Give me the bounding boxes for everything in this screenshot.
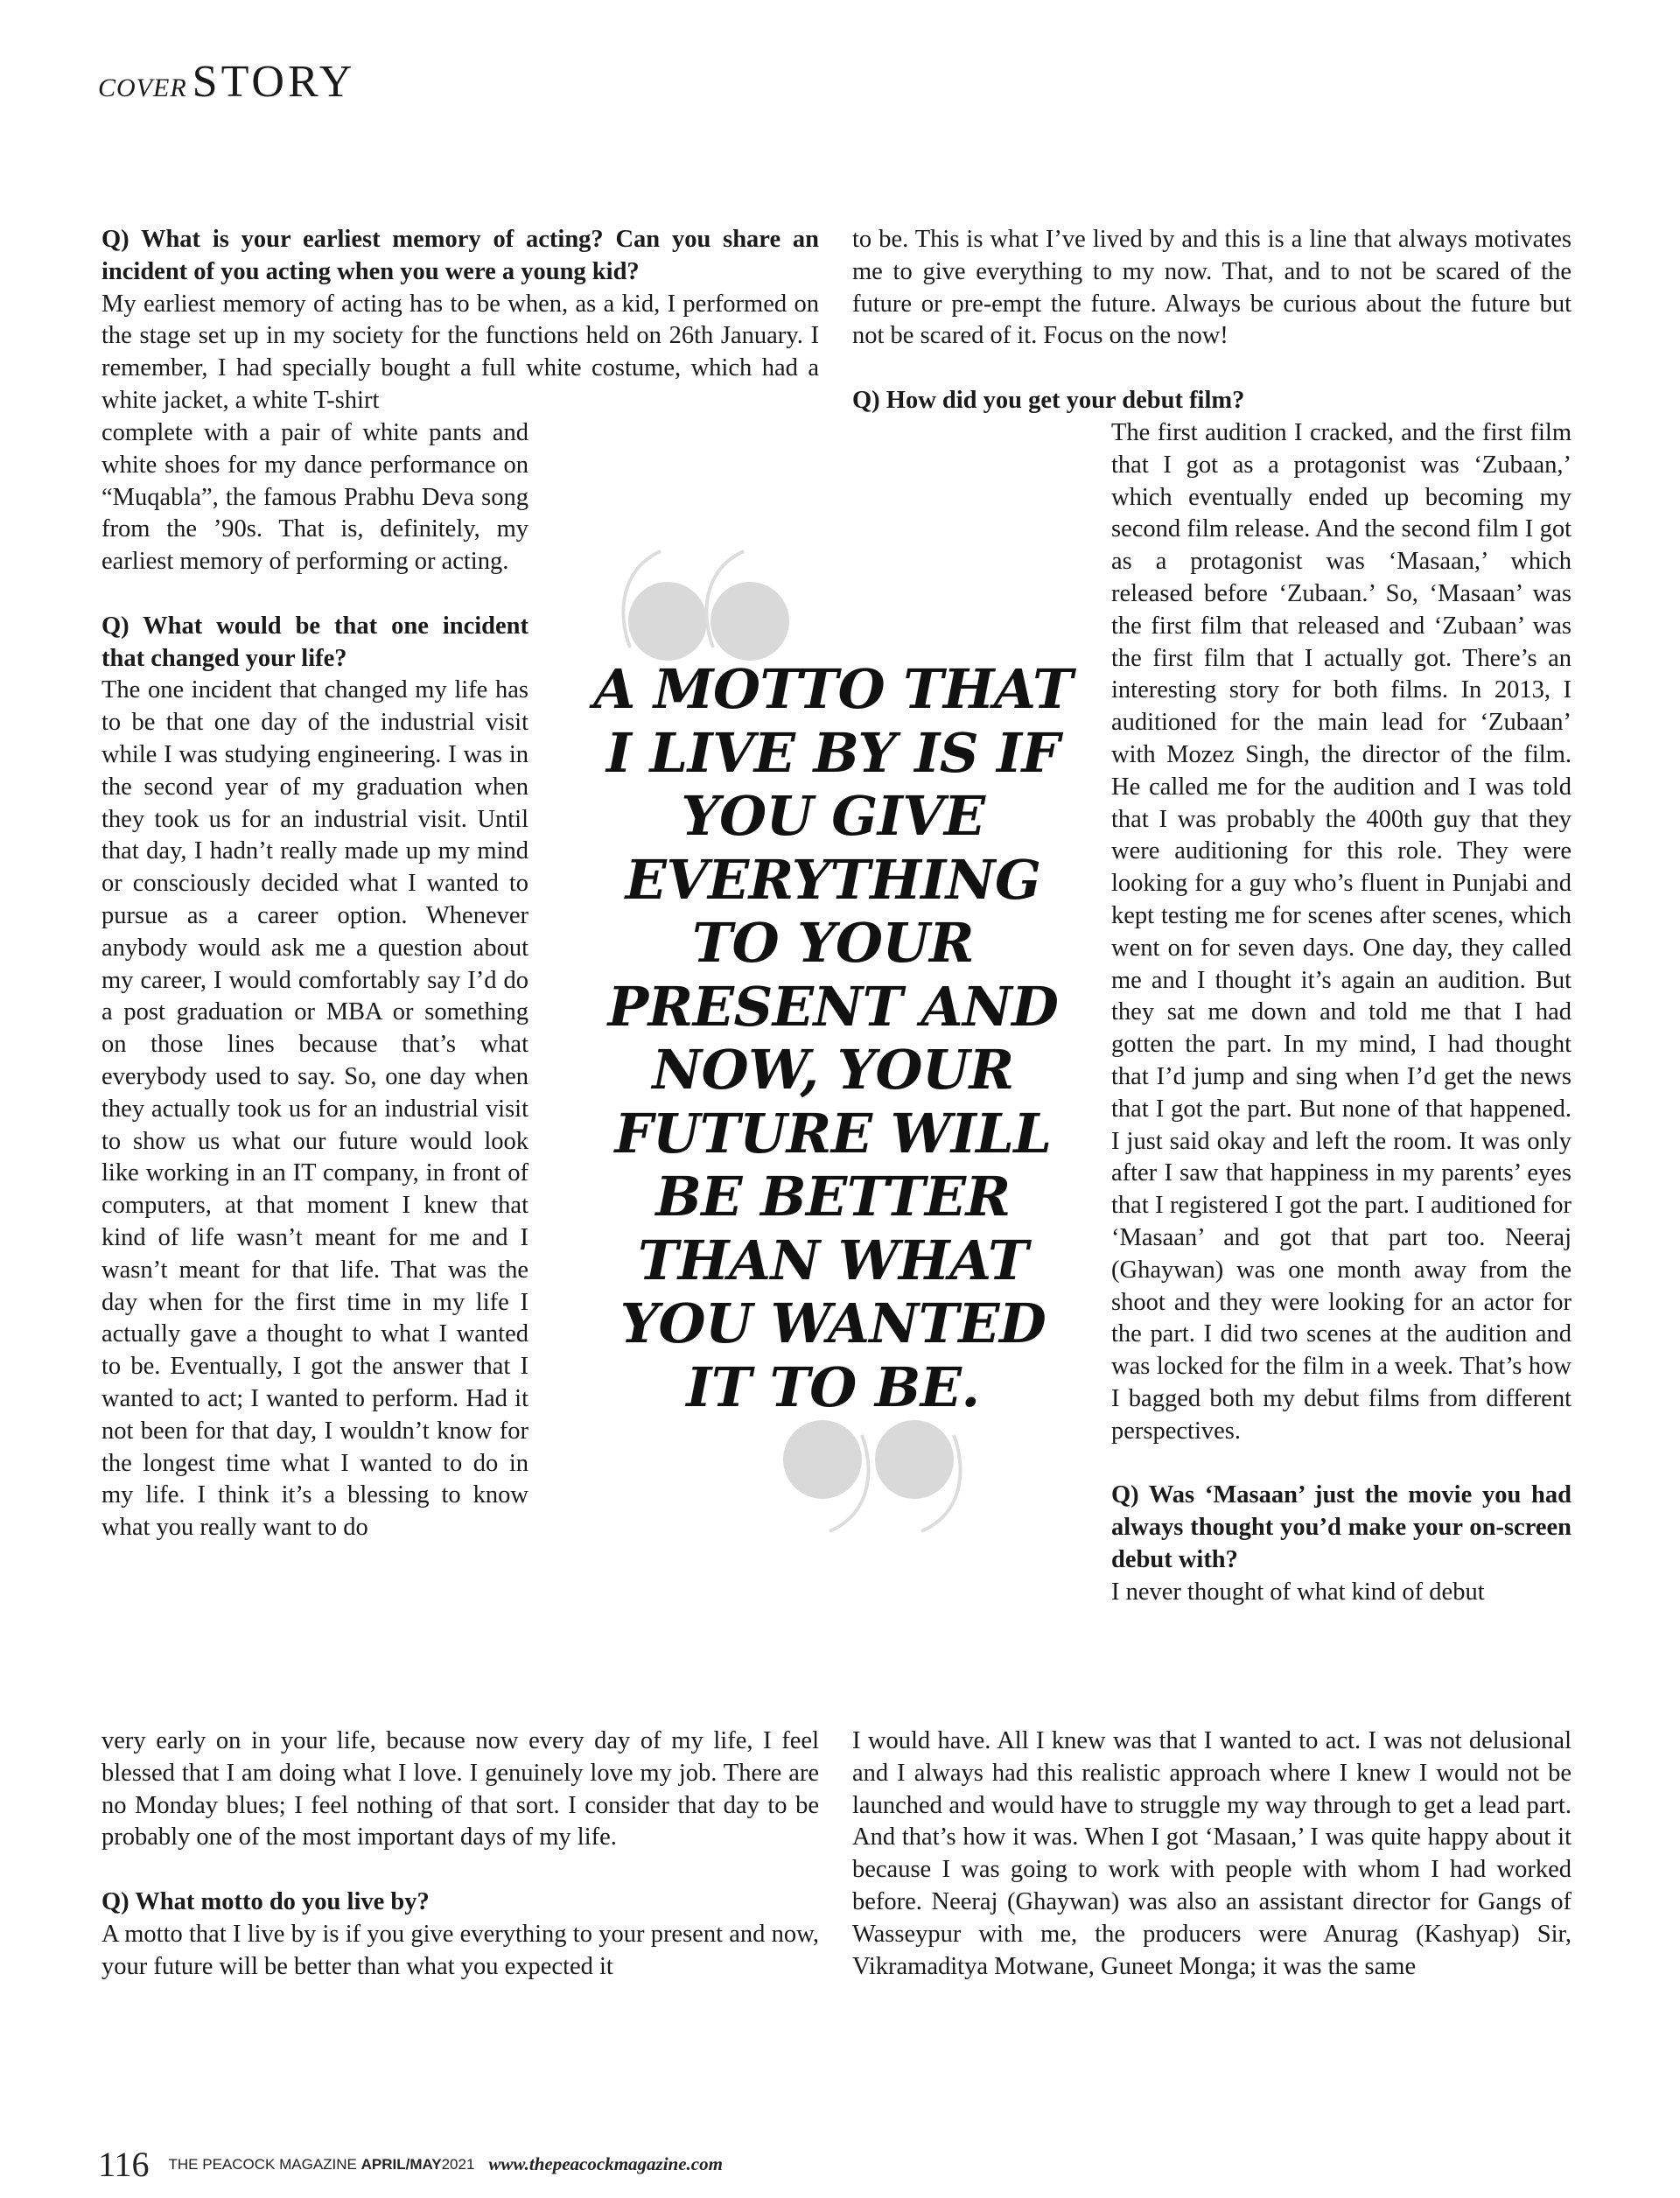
col1-bottom — [102, 1726, 819, 1983]
issue-year: 2021 — [441, 2155, 475, 2173]
issue-months: APRIL/MAY — [360, 2155, 442, 2173]
page-footer — [98, 2144, 723, 2185]
question-debut-film: Q) How did you get your debut film? — [852, 386, 1245, 414]
pull-quote: A MOTTO THAT I LIVE BY IS IF YOU GIVE EVERYTHING TO YOUR PRESENT AND NOW, YOUR FUTURE WILL BE BETTER THAN WHAT YOU WANTED IT TO BE. — [593, 657, 1073, 1419]
answer-motto-cont: to be. This is what I’ve lived by and this is a line that always motivates me to give everything to my now. That, and to not be scared of the future or pre-empt the future. Always be curious about the future but not be scared of it. Focus on the now! — [852, 226, 1572, 350]
magazine-url[interactable]: www.thepeacockmagazine.com — [488, 2153, 723, 2174]
answer-debut-film: The first audition I cracked, and the first film that I got as a protagonist was ‘Zubaan,’ which eventually ended up becoming my second film release. And the second film I got as a protagonist was ‘Masaan,’ which released before ‘Zubaan.’ So, ‘Masaan’ was the first film that released and ‘Zubaan’ was the first film that I actually got. There’s an interesting story for both films. In 2013, I auditioned for the main lead for ‘Zubaan’ with Mozez Singh, the director of the film. He called me for the audition and I was told that I was probably the 400th guy that they were auditioning for this role. They were looking for a guy who’s fluent in Punjabi and kept testing me for scenes after scenes, which went on for seven days. One day, they called me and I thought it’s again an audition. But they sat me down and told me that I had gotten the part. In my mind, I had thought that I’d jump and sing when I’d get the news that I got the part. But none of that happened. I just said okay and left the room. It was only after I saw that happiness in my parents’ eyes that I registered I got the part. I auditioned for ‘Masaan’ and got that part too. Neeraj (Ghaywan) was one month away from the shoot and they were looking for an actor for the part. I did two scenes at the audition and was locked for the film in a week. That’s how I bagged both my debut films from different perspectives. — [1111, 419, 1572, 1445]
col2-narrow — [1111, 417, 1572, 1608]
section-label-story: STORY — [192, 57, 356, 107]
page-number: 116 — [98, 2145, 150, 2184]
question-motto: Q) What motto do you live by? — [102, 1887, 430, 1915]
magazine-title: THE PEACOCK MAGAZINE — [168, 2155, 357, 2173]
answer-life-changing-incident: The one incident that changed my life has to be that one day of the industrial visit while I was studying engineering. I was in the second year of my graduation when they took us for an industrial visit. Until that day, I hadn’t really made up my mind or consciously decided what I wanted to pursue as a career option. Whenever anybody would ask me a question about my career, I would comfortably say I’d do a post graduation or MBA or something on those lines because that’s what everybody used to say. So, one day when they actually took us for an industrial visit to show us what our future would look like working in an IT company, in front of computers, at that moment I knew that kind of life wasn’t meant for me and I wasn’t meant for that life. That was the day when for the first time in my life I actually gave a thought to what I wanted to be. Eventually, I got the answer that I wanted to act; I wanted to perform. Had it not been for that day, I wouldn’t know for the longest time what I wanted to do in my life. I think it’s a blessing to know what you really want to do — [102, 676, 528, 1542]
answer-masaan-debut: I never thought of what kind of debut — [1111, 1578, 1485, 1606]
col2-top — [852, 224, 1572, 417]
question-life-changing-incident: Q) What would be that one incident that changed your life? — [102, 612, 528, 672]
answer-masaan-debut-cont: I would have. All I knew was that I wanted to act. I was not delusional and I always had this realistic approach where I knew I would not be launched and would have to struggle my way through to get a lead part. And that’s how it was. When I got ‘Masaan,’ I was quite happy about it because I was going to work with people with whom I had worked before. Neeraj (Ghaywan) was also an assistant director for Gangs of Wasseypur with me, the producers were Anurag (Kashyap) Sir, Vikramaditya Motwane, Guneet Monga; it was the same — [852, 1727, 1572, 1980]
col1-narrow — [102, 417, 528, 1544]
answer-earliest-memory: My earliest memory of acting has to be when, as a kid, I performed on the stage set up in my society for the functions held on 26th January. I remember, I had specially bought a full white costume, which had a white jacket, a white T-shirt — [102, 290, 819, 414]
question-masaan-debut: Q) Was ‘Masaan’ just the movie you had always thought you’d make your on-screen debut with? — [1111, 1481, 1572, 1573]
col1-top — [102, 224, 819, 417]
answer-motto: A motto that I live by is if you give everything to your present and now, your future will be better than what you expected it — [102, 1920, 819, 1980]
section-header — [98, 56, 355, 108]
question-earliest-memory: Q) What is your earliest memory of acting? Can you share an incident of you acting when you were a young kid? — [102, 226, 819, 285]
section-label-cover: COVER — [98, 74, 187, 102]
magazine-name — [169, 2156, 475, 2173]
answer-life-changing-incident-cont: very early on in your life, because now every day of my life, I feel blessed that I am doing what I love. I genuinely love my job. There are no Monday blues; I feel nothing of that sort. I consider that day to be probably one of the most important days of my life. — [102, 1727, 819, 1852]
answer-earliest-memory-cont: complete with a pair of white pants and white shoes for my dance performance on “Muqabla”, the famous Prabhu Deva song from the ’90s. That is, definitely, my earliest memory of performing or acting. — [102, 419, 528, 576]
quote-close-icon — [770, 1400, 998, 1575]
col2-bottom — [852, 1726, 1572, 1983]
